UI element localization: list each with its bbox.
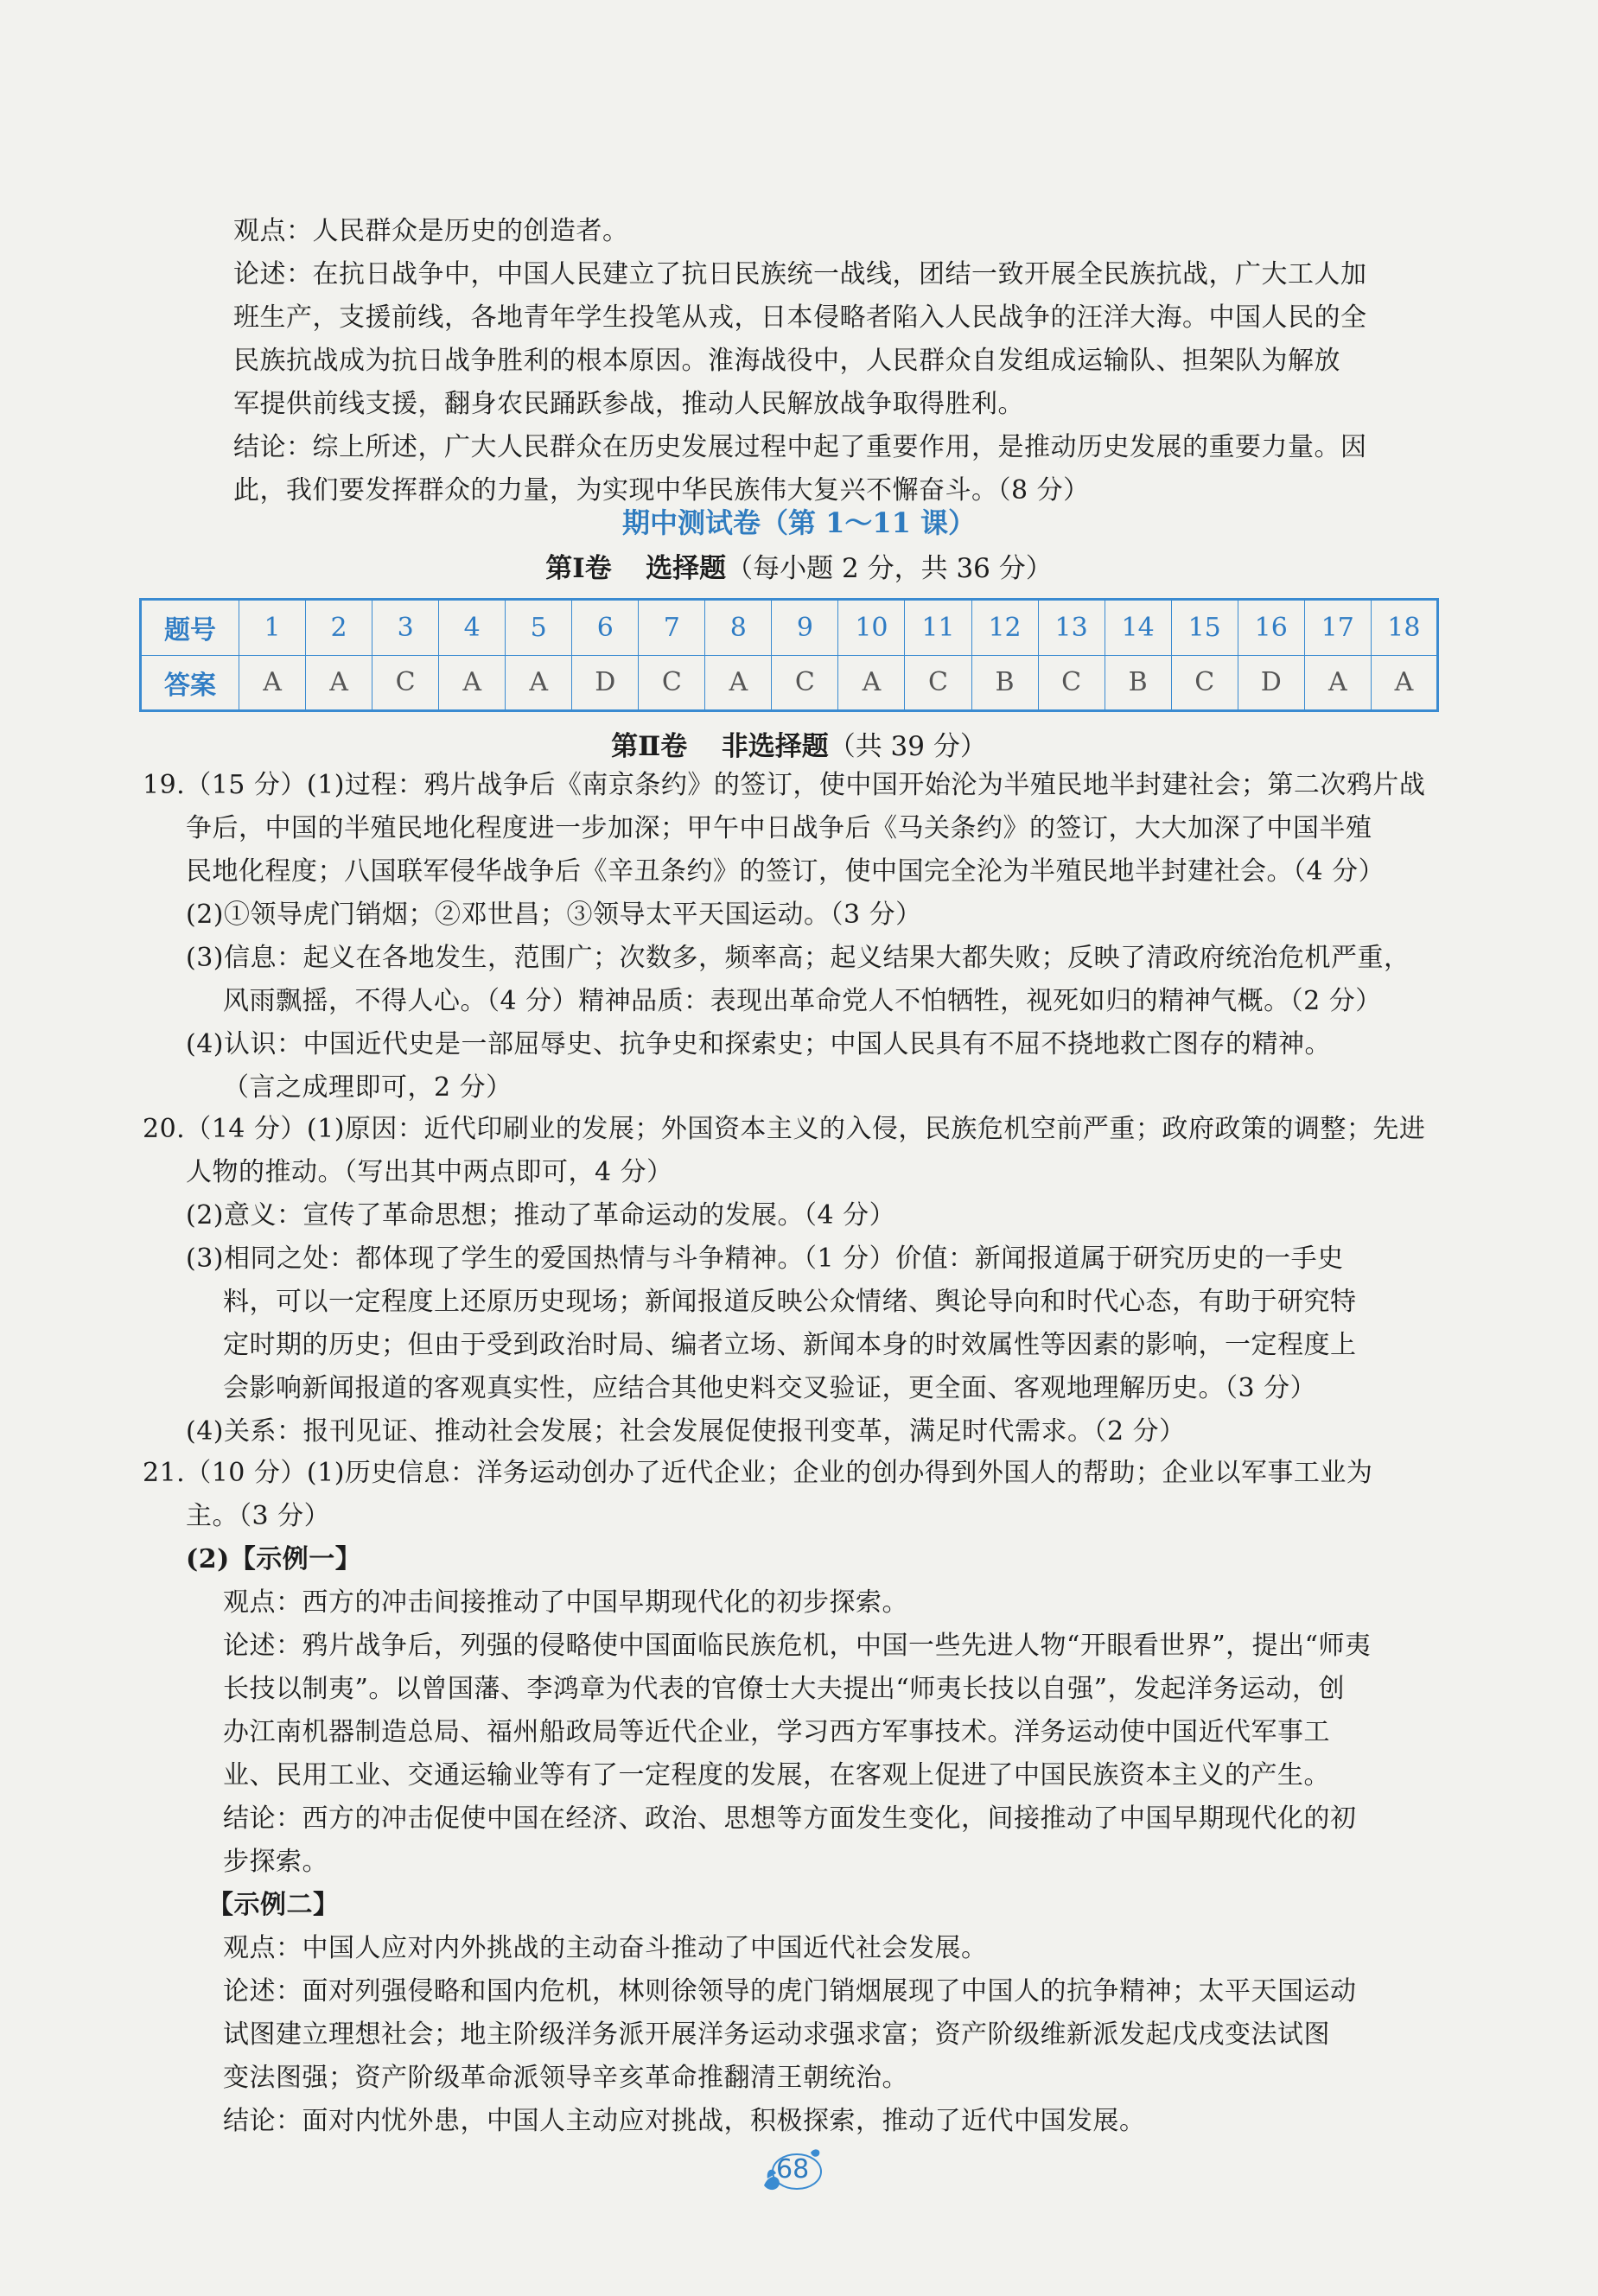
question-number: 16 <box>1238 600 1304 656</box>
q21-line: 观点：西方的冲击间接推动了中国早期现代化的初步探索。 <box>223 1587 908 1618</box>
q21-line: 论述：鸦片战争后，列强的侵略使中国面临民族危机，中国一些先进人物“开眼看世界”，提出“师夷 <box>223 1631 1372 1661</box>
essay-line: 班生产，支援前线，各地青年学生投笔从戎，日本侵略者陷入人民战争的汪洋大海。中国人民的全 <box>233 302 1367 333</box>
q20-line: (2)意义：宣传了革命思想；推动了革命运动的发展。（4 分） <box>186 1200 896 1231</box>
question-number: 7 <box>639 600 705 656</box>
q19-line: (4)认识：中国近代史是一部屈辱史、抗争史和探索史；中国人民具有不屈不挠地救亡图存的精神。 <box>186 1029 1331 1059</box>
exam-title: 期中测试卷（第 1～11 课） <box>621 506 977 539</box>
number-row <box>141 600 1438 656</box>
question-number: 9 <box>772 600 838 656</box>
essay-line: 民族抗战成为抗日战争胜利的根本原因。淮海战役中，人民群众自发组成运输队、担架队为解放 <box>233 346 1340 376</box>
section2-title: 第Ⅱ卷 <box>611 731 688 762</box>
section2-note: （共 39 分） <box>828 731 987 762</box>
question-number: 18 <box>1371 600 1437 656</box>
section2-name: 非选择题 <box>721 731 829 762</box>
q19-line: 争后，中国的半殖民地化程度进一步加深；甲午中日战争后《马关条约》的签订，大大加深了中国半殖 <box>186 813 1372 843</box>
q19-line: （言之成理即可，2 分） <box>223 1072 513 1103</box>
question-number: 6 <box>572 600 639 656</box>
answer-cell: C <box>1038 655 1105 711</box>
answer-cell: A <box>705 655 772 711</box>
q20-line: (4)关系：报刊见证、推动社会发展；社会发展促使报刊变革，满足时代需求。（2 分） <box>186 1416 1186 1447</box>
essay-line: 观点：人民群众是历史的创造者。 <box>233 216 629 246</box>
question-number: 10 <box>838 600 905 656</box>
answer-cell: B <box>1105 655 1171 711</box>
answer-row <box>141 655 1438 711</box>
question-number: 17 <box>1304 600 1371 656</box>
answer-cell: C <box>772 655 838 711</box>
question-number: 13 <box>1038 600 1105 656</box>
q19-line: (3)信息：起义在各地发生，范围广；次数多，频率高；起义结果大都失败；反映了清政府统治危机严重， <box>186 943 1410 973</box>
q21-line: 结论：面对内忧外患，中国人主动应对挑战，积极探索，推动了近代中国发展。 <box>223 2106 1146 2136</box>
answer-cell: B <box>971 655 1038 711</box>
q19-line: 风雨飘摇，不得人心。（4 分）精神品质：表现出革命党人不怕牺牲，视死如归的精神气概。（2 分） <box>223 986 1382 1016</box>
q21-line: 论述：面对列强侵略和国内危机，林则徐领导的虎门销烟展现了中国人的抗争精神；太平天国运动 <box>223 1976 1357 2007</box>
question-number: 3 <box>372 600 439 656</box>
answer-cell: A <box>1304 655 1371 711</box>
section1-name: 选择题 <box>646 553 727 584</box>
question-number: 8 <box>705 600 772 656</box>
q21-line: 主。（3 分） <box>186 1501 331 1531</box>
question-number: 1 <box>239 600 306 656</box>
answer-cell: A <box>239 655 306 711</box>
essay-line: 此，我们要发挥群众的力量，为实现中华民族伟大复兴不懈奋斗。（8 分） <box>233 475 1090 506</box>
answer-cell: A <box>506 655 572 711</box>
answer-cell: A <box>838 655 905 711</box>
essay-line: 军提供前线支援，翻身农民踊跃参战，推动人民解放战争取得胜利。 <box>233 389 1024 419</box>
question-number: 2 <box>306 600 372 656</box>
row-label-answer: 答案 <box>141 655 239 711</box>
page-number-badge <box>761 2147 838 2196</box>
essay-line: 结论：综上所述，广大人民群众在历史发展过程中起了重要作用，是推动历史发展的重要力量。因 <box>233 432 1367 462</box>
answer-cell: C <box>1171 655 1238 711</box>
section1-note: （每小题 2 分，共 36 分） <box>726 553 1053 584</box>
q21-line: 试图建立理想社会；地主阶级洋务派开展洋务运动求强求富；资产阶级维新派发起戊戌变法试图 <box>223 2019 1330 2050</box>
answer-cell: A <box>1371 655 1437 711</box>
answer-cell: A <box>439 655 506 711</box>
q21-line: 结论：西方的冲击促使中国在经济、政治、思想等方面发生变化，间接推动了中国早期现代化的初 <box>223 1803 1357 1834</box>
question-number: 14 <box>1105 600 1171 656</box>
q20-line: 会影响新闻报道的客观真实性，应结合其他史料交叉验证，更全面、客观地理解历史。（3 分） <box>223 1373 1317 1403</box>
q20-line: 20.（14 分）(1)原因：近代印刷业的发展；外国资本主义的入侵，民族危机空前严重；政府政策的调整；先进 <box>143 1114 1426 1144</box>
q21-line: 步探索。 <box>223 1847 328 1877</box>
answer-cell: D <box>1238 655 1304 711</box>
q21-line: 办江南机器制造总局、福州船政局等近代企业，学习西方军事技术。洋务运动使中国近代军事工 <box>223 1717 1330 1747</box>
top-essay <box>233 210 1367 512</box>
q20-line: 定时期的历史；但由于受到政治时局、编者立场、新闻本身的时效属性等因素的影响，一定程度上 <box>223 1330 1357 1360</box>
q21-line: 观点：中国人应对内外挑战的主动奋斗推动了中国近代社会发展。 <box>223 1933 988 1963</box>
q20-line: 人物的推动。（写出其中两点即可，4 分） <box>186 1157 673 1187</box>
answer-cell: C <box>372 655 439 711</box>
q19-line: 民地化程度；八国联军侵华战争后《辛丑条约》的签订，使中国完全沦为半殖民地半封建社会。（4 分） <box>186 856 1385 887</box>
page-number: 68 <box>776 2154 810 2185</box>
question-number: 4 <box>439 600 506 656</box>
q21-line: 21.（10 分）(1)历史信息：洋务运动创办了近代企业；企业的创办得到外国人的帮助；企业以军事工业为 <box>143 1458 1373 1488</box>
section1-title: 第Ⅰ卷 <box>545 553 612 584</box>
section2-heading <box>0 724 1598 763</box>
q21-example2-heading: 【示例二】 <box>207 1890 340 1920</box>
question-number: 15 <box>1171 600 1238 656</box>
answer-table <box>139 598 1439 712</box>
question-number: 5 <box>506 600 572 656</box>
q21-line: 长技以制夷”。以曾国藩、李鸿章为代表的官僚士大夫提出“师夷长技以自强”，发起洋务运动，创 <box>223 1674 1346 1704</box>
q20-line: 料，可以一定程度上还原历史现场；新闻报道反映公众情绪、舆论导向和时代心态，有助于研究特 <box>223 1287 1357 1317</box>
answer-cell: A <box>306 655 372 711</box>
row-label-number: 题号 <box>141 600 239 656</box>
q20-line: (3)相同之处：都体现了学生的爱国热情与斗争精神。（1 分）价值：新闻报道属于研究历史的一手史 <box>186 1243 1344 1274</box>
q19-line: (2)①领导虎门销烟；②邓世昌；③领导太平天国运动。（3 分） <box>186 900 922 930</box>
answer-cell: C <box>905 655 971 711</box>
section1-heading <box>0 546 1598 585</box>
answer-cell: C <box>639 655 705 711</box>
q21-line: 业、民用工业、交通运输业等有了一定程度的发展，在客观上促进了中国民族资本主义的产生。 <box>223 1760 1330 1790</box>
q21-example1-heading: (2)【示例一】 <box>186 1544 362 1574</box>
question-number: 11 <box>905 600 971 656</box>
q21-line: 变法图强；资产阶级革命派领导辛亥革命推翻清王朝统治。 <box>223 2063 908 2093</box>
question-number: 12 <box>971 600 1038 656</box>
answer-cell: D <box>572 655 639 711</box>
q19-line: 19.（15 分）(1)过程：鸦片战争后《南京条约》的签订，使中国开始沦为半殖民地半封建社会；第二次鸦片战 <box>143 770 1426 800</box>
essay-line: 论述：在抗日战争中，中国人民建立了抗日民族统一战线，团结一致开展全民族抗战，广大工人加 <box>233 259 1367 289</box>
